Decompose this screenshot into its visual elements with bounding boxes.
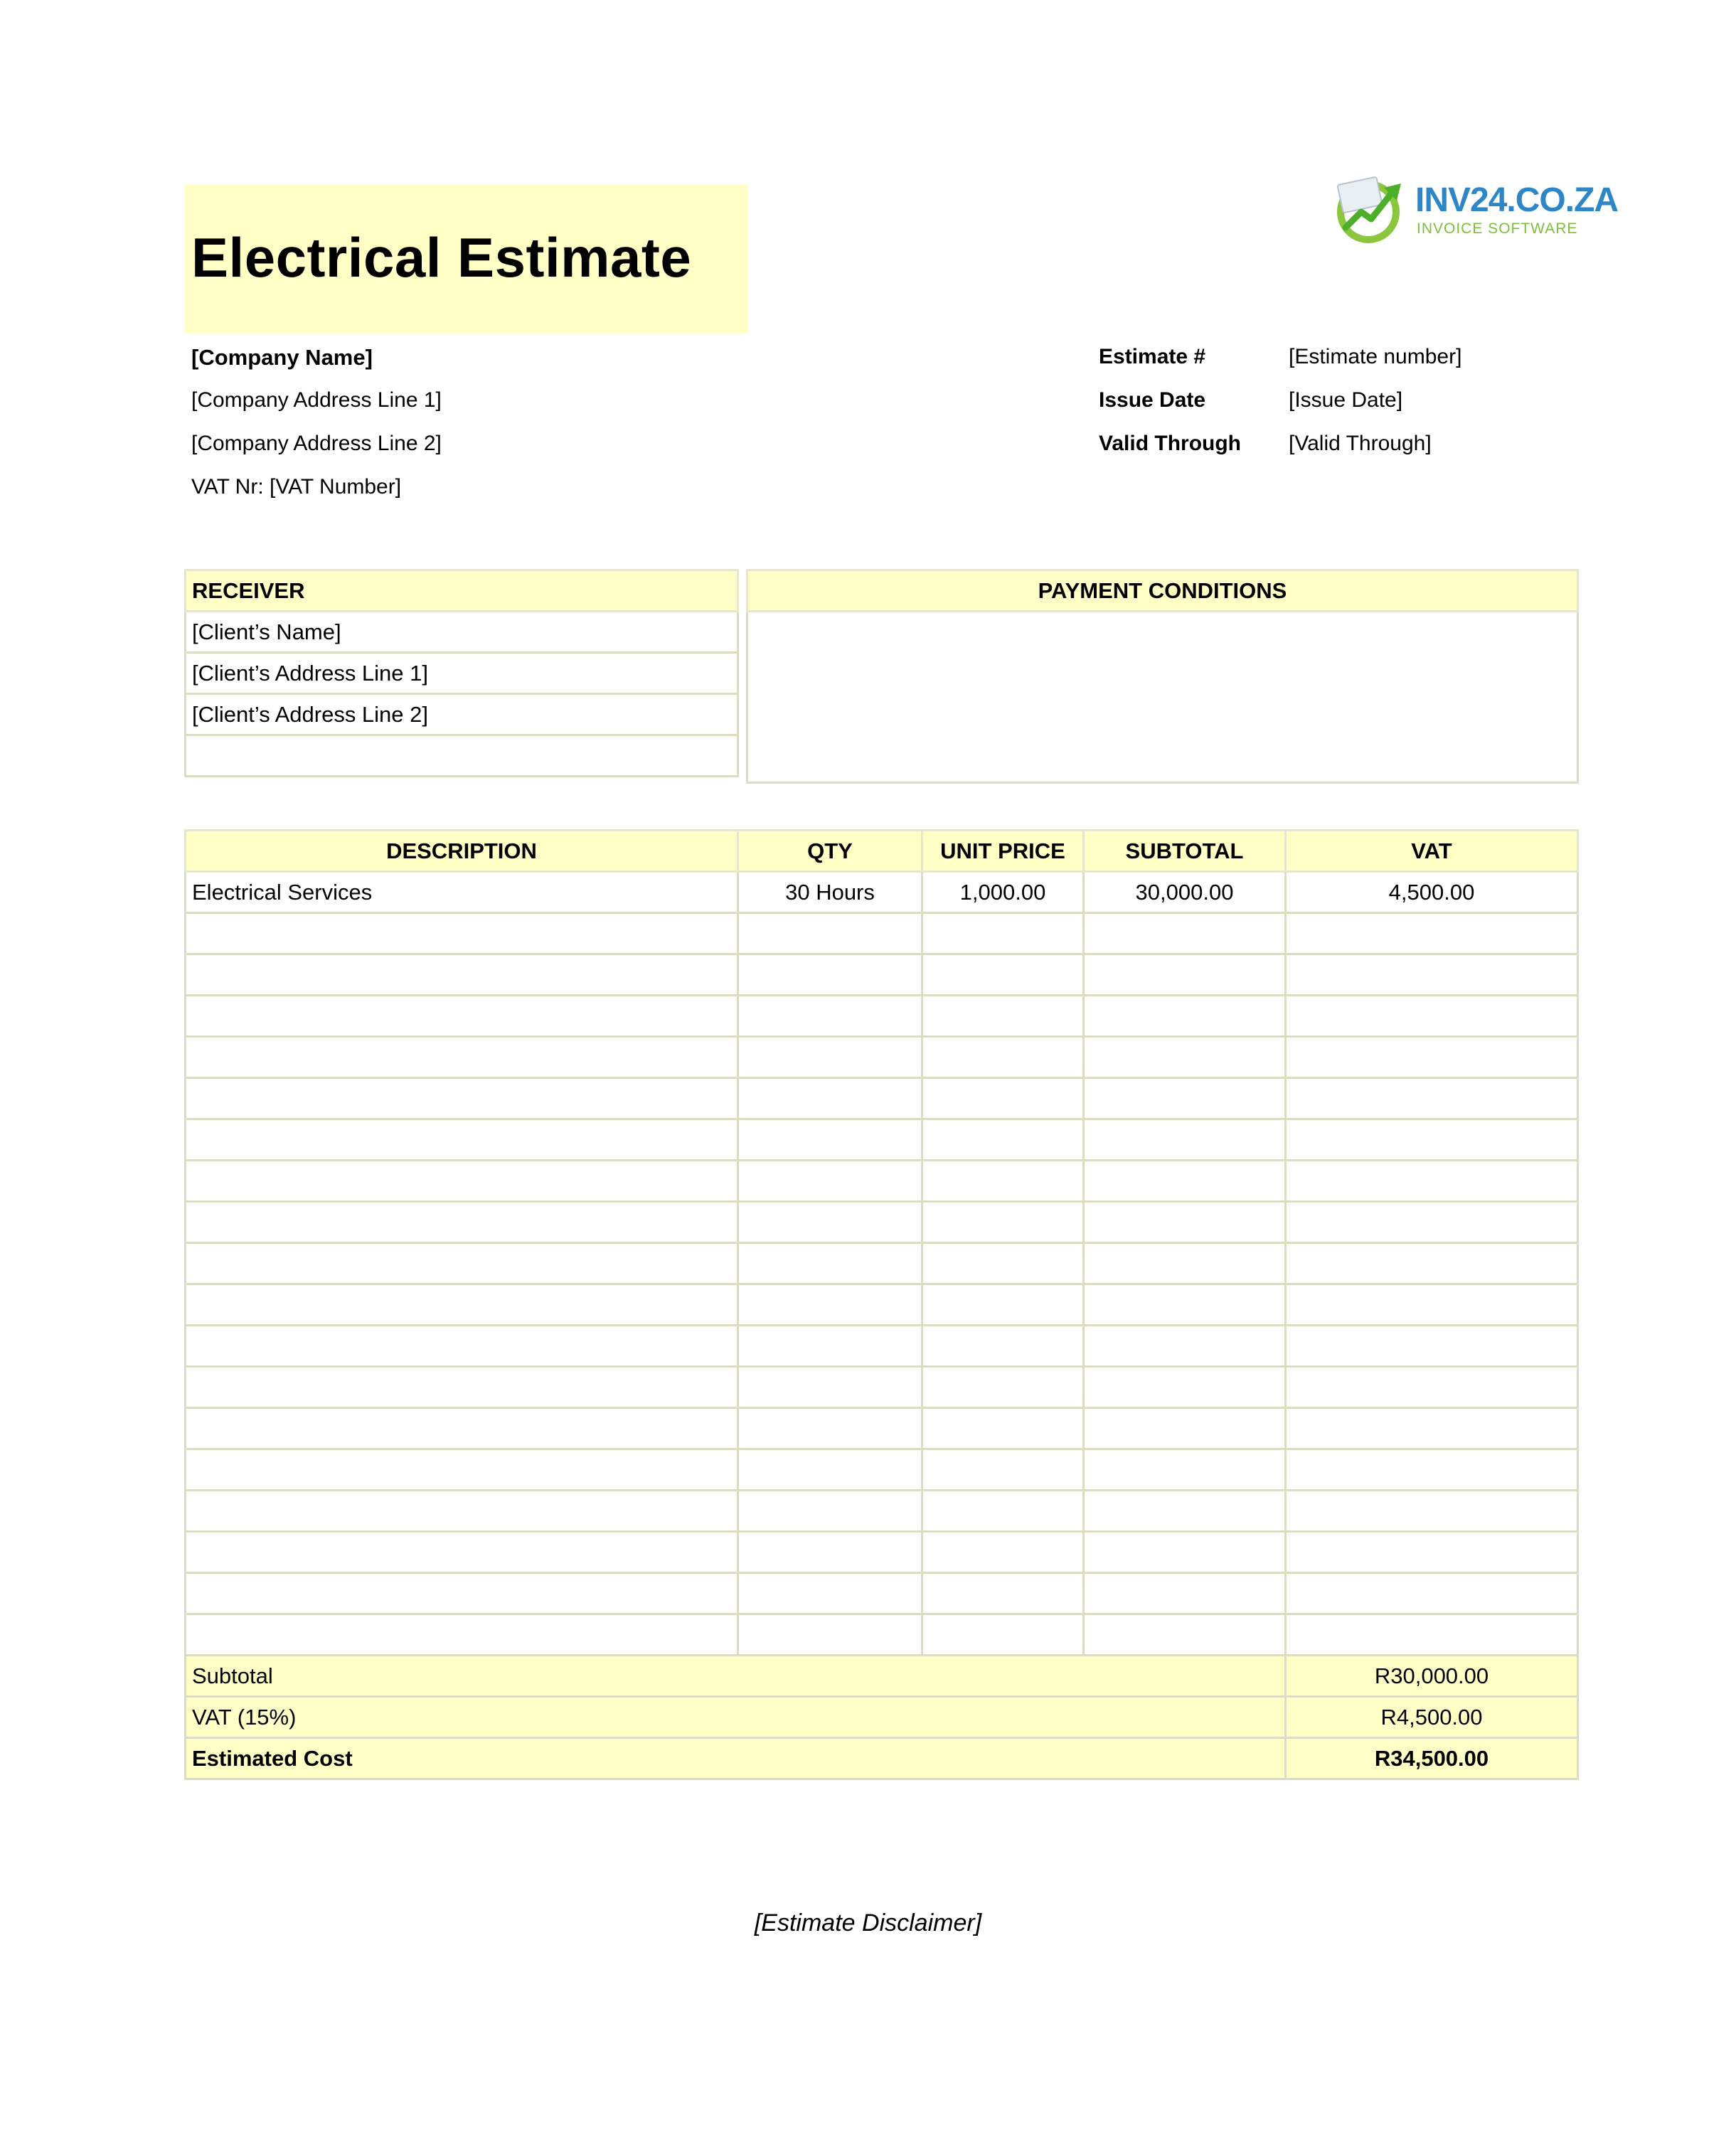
receiver-line: [Client’s Name] [186, 612, 738, 653]
empty-cell [738, 1284, 922, 1326]
empty-cell [1084, 1326, 1286, 1367]
empty-cell [1286, 1119, 1578, 1161]
empty-cell [738, 1078, 922, 1119]
empty-cell [922, 1284, 1084, 1326]
empty-cell [738, 1614, 922, 1656]
estimated-cost-value: R34,500.00 [1286, 1738, 1578, 1779]
logo-tagline: INVOICE SOFTWARE [1417, 220, 1578, 237]
empty-cell [1084, 1243, 1286, 1284]
empty-cell [186, 1161, 738, 1202]
empty-cell [922, 1491, 1084, 1532]
empty-cell [1084, 1532, 1286, 1573]
empty-cell [738, 1573, 922, 1614]
vat-value: R4,500.00 [1286, 1697, 1578, 1738]
empty-cell [186, 1037, 738, 1078]
empty-table-row [186, 996, 1578, 1037]
company-address-1: [Company Address Line 1] [191, 388, 442, 412]
page-title: Electrical Estimate [191, 226, 692, 289]
meta-value-estimate-number: [Estimate number] [1289, 345, 1462, 368]
empty-cell [738, 1119, 922, 1161]
empty-cell [186, 1119, 738, 1161]
empty-cell [1286, 1243, 1578, 1284]
estimated-cost-label: Estimated Cost [186, 1738, 1286, 1779]
empty-cell [922, 1243, 1084, 1284]
empty-cell [922, 1573, 1084, 1614]
empty-cell [1084, 1037, 1286, 1078]
subtotal-label: Subtotal [186, 1656, 1286, 1697]
empty-cell [1084, 1573, 1286, 1614]
empty-cell [922, 954, 1084, 996]
empty-cell [922, 1326, 1084, 1367]
empty-cell [1286, 1491, 1578, 1532]
meta-label-estimate-number: Estimate # [1099, 345, 1206, 368]
column-header-subtotal: SUBTOTAL [1084, 831, 1286, 872]
empty-table-row [186, 1614, 1578, 1656]
empty-cell [186, 1202, 738, 1243]
payment-conditions-body [747, 612, 1578, 783]
empty-cell [922, 996, 1084, 1037]
empty-cell [738, 1243, 922, 1284]
empty-cell [738, 1532, 922, 1573]
meta-value-valid-through: [Valid Through] [1289, 432, 1432, 455]
empty-table-row [186, 1161, 1578, 1202]
empty-cell [1286, 1284, 1578, 1326]
empty-cell [1084, 1614, 1286, 1656]
vat-row [186, 1697, 1578, 1738]
column-header-description: DESCRIPTION [186, 831, 738, 872]
item-subtotal: 30,000.00 [1084, 872, 1286, 913]
meta-label-issue-date: Issue Date [1099, 388, 1206, 412]
company-address-2: [Company Address Line 2] [191, 432, 442, 455]
empty-cell [186, 913, 738, 954]
empty-table-row [186, 1367, 1578, 1408]
empty-cell [1084, 1119, 1286, 1161]
empty-cell [186, 1614, 738, 1656]
empty-cell [1286, 1408, 1578, 1449]
empty-cell [922, 913, 1084, 954]
empty-cell [738, 1161, 922, 1202]
logo-brand: INV24.CO.ZA [1415, 181, 1619, 219]
empty-table-row [186, 1119, 1578, 1161]
empty-cell [1286, 996, 1578, 1037]
empty-table-row [186, 1284, 1578, 1326]
empty-cell [186, 1573, 738, 1614]
column-header-unit-price: UNIT PRICE [922, 831, 1084, 872]
empty-cell [922, 1532, 1084, 1573]
empty-cell [186, 996, 738, 1037]
empty-cell [1084, 954, 1286, 996]
empty-cell [738, 1408, 922, 1449]
subtotal-row [186, 1656, 1578, 1697]
empty-cell [186, 1449, 738, 1491]
empty-table-row [186, 1532, 1578, 1573]
empty-cell [186, 1326, 738, 1367]
empty-cell [1084, 1284, 1286, 1326]
empty-cell [922, 1367, 1084, 1408]
company-name: [Company Name] [191, 345, 373, 370]
subtotal-value: R30,000.00 [1286, 1656, 1578, 1697]
empty-cell [1084, 1491, 1286, 1532]
receiver-table [184, 569, 739, 777]
empty-table-row [186, 954, 1578, 996]
empty-cell [1286, 1161, 1578, 1202]
table-row [186, 872, 1578, 913]
document-growth-arrow-icon [1331, 171, 1410, 247]
receiver-line [186, 735, 738, 777]
empty-cell [186, 1367, 738, 1408]
empty-cell [738, 954, 922, 996]
empty-cell [186, 954, 738, 996]
empty-cell [738, 1037, 922, 1078]
logo [1331, 171, 1619, 247]
empty-cell [922, 1037, 1084, 1078]
empty-cell [186, 1491, 738, 1532]
empty-cell [738, 1367, 922, 1408]
empty-table-row [186, 1202, 1578, 1243]
empty-cell [922, 1078, 1084, 1119]
empty-table-row [186, 1449, 1578, 1491]
empty-cell [738, 1449, 922, 1491]
empty-cell [1286, 1532, 1578, 1573]
receiver-line: [Client’s Address Line 2] [186, 694, 738, 735]
empty-cell [1286, 1573, 1578, 1614]
empty-table-row [186, 1037, 1578, 1078]
empty-cell [922, 1449, 1084, 1491]
empty-table-row [186, 1078, 1578, 1119]
meta-label-valid-through: Valid Through [1099, 432, 1241, 455]
empty-cell [1084, 1161, 1286, 1202]
receiver-line: [Client’s Address Line 1] [186, 653, 738, 694]
meta-value-issue-date: [Issue Date] [1289, 388, 1403, 412]
payment-conditions-heading: PAYMENT CONDITIONS [747, 570, 1578, 612]
empty-cell [1286, 1078, 1578, 1119]
empty-cell [1286, 1202, 1578, 1243]
empty-cell [186, 1408, 738, 1449]
company-vat: VAT Nr: [VAT Number] [191, 475, 402, 499]
empty-cell [1084, 1449, 1286, 1491]
empty-table-row [186, 1408, 1578, 1449]
estimate-disclaimer: [Estimate Disclaimer] [754, 1909, 982, 1936]
empty-cell [738, 913, 922, 954]
empty-cell [1286, 1449, 1578, 1491]
item-qty: 30 Hours [738, 872, 922, 913]
empty-table-row [186, 913, 1578, 954]
empty-cell [186, 1532, 738, 1573]
empty-cell [186, 1078, 738, 1119]
empty-cell [1286, 1614, 1578, 1656]
receiver-heading: RECEIVER [186, 570, 738, 612]
title-box [184, 184, 747, 334]
empty-cell [922, 1202, 1084, 1243]
estimated-cost-row [186, 1738, 1578, 1779]
empty-cell [738, 1491, 922, 1532]
empty-cell [186, 1243, 738, 1284]
empty-cell [1084, 913, 1286, 954]
empty-cell [738, 1202, 922, 1243]
item-vat: 4,500.00 [1286, 872, 1578, 913]
empty-cell [1286, 1326, 1578, 1367]
empty-cell [922, 1408, 1084, 1449]
empty-table-row [186, 1243, 1578, 1284]
empty-cell [1286, 954, 1578, 996]
empty-cell [922, 1119, 1084, 1161]
empty-cell [922, 1614, 1084, 1656]
empty-cell [1286, 1037, 1578, 1078]
empty-table-row [186, 1573, 1578, 1614]
empty-cell [1084, 1078, 1286, 1119]
column-header-qty: QTY [738, 831, 922, 872]
payment-conditions-table [746, 569, 1579, 784]
empty-table-row [186, 1491, 1578, 1532]
empty-cell [922, 1161, 1084, 1202]
empty-cell [738, 996, 922, 1037]
empty-table-row [186, 1326, 1578, 1367]
empty-cell [1084, 1408, 1286, 1449]
column-header-vat: VAT [1286, 831, 1578, 872]
empty-cell [1286, 1367, 1578, 1408]
empty-cell [1286, 913, 1578, 954]
empty-cell [738, 1326, 922, 1367]
item-description: Electrical Services [186, 872, 738, 913]
empty-cell [1084, 1202, 1286, 1243]
vat-label: VAT (15%) [186, 1697, 1286, 1738]
items-table [184, 829, 1579, 1780]
item-unit-price: 1,000.00 [922, 872, 1084, 913]
empty-cell [186, 1284, 738, 1326]
empty-cell [1084, 1367, 1286, 1408]
empty-cell [1084, 996, 1286, 1037]
